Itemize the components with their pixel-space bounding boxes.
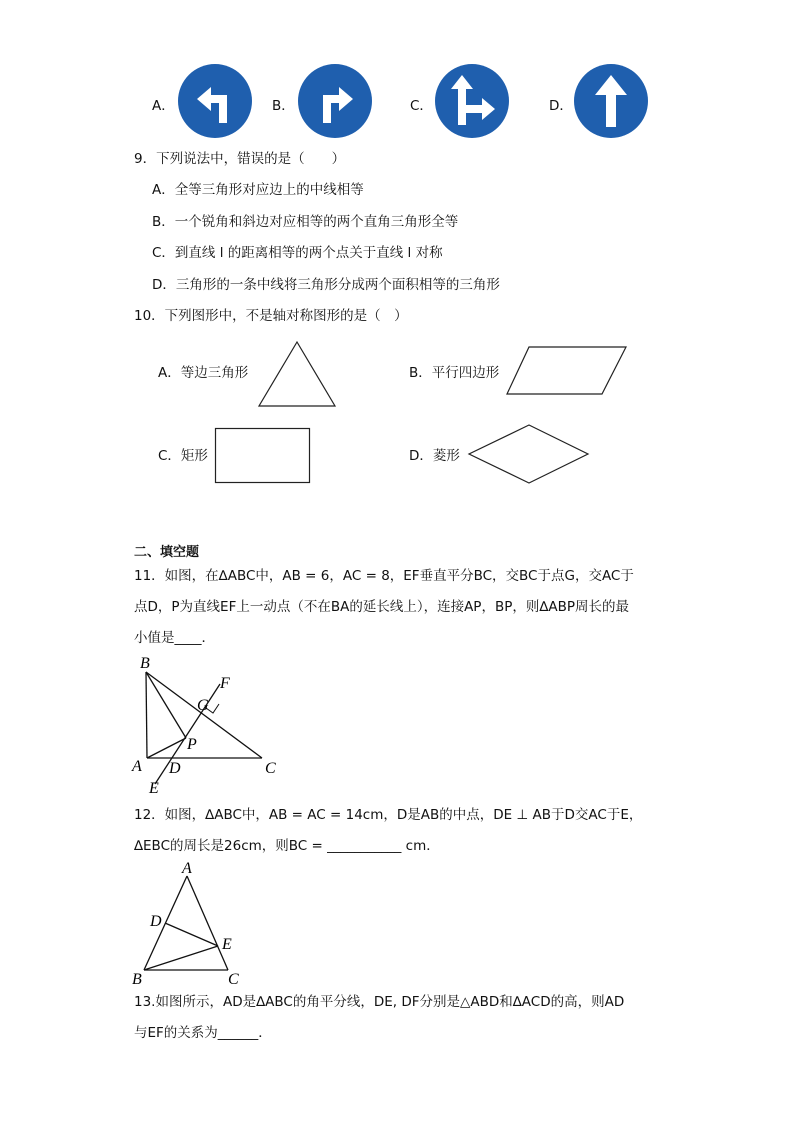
q9-option-c: C．到直线 l 的距离相等的两个点关于直线 l 对称	[152, 245, 443, 261]
q11-label-a: A	[132, 758, 142, 775]
q11-label-f: F	[220, 675, 230, 692]
rhombus-figure	[467, 423, 591, 487]
turn-right-sign-icon	[297, 63, 373, 139]
q10-option-b-label: B．平行四边形	[409, 365, 500, 381]
q10-stem: 10．下列图形中，不是轴对称图形的是（ ）	[134, 308, 408, 324]
q10-option-c-label: C．矩形	[158, 448, 208, 464]
q11-label-p: P	[187, 736, 197, 753]
straight-sign-icon	[573, 63, 649, 139]
q9-stem: 9．下列说法中，错误的是（ ）	[134, 151, 346, 167]
rectangle-figure	[214, 427, 312, 485]
straight-or-right-sign-icon	[434, 63, 510, 139]
q12-line1: 12．如图，∆ABC中，AB = AC = 14cm，D是AB的中点，DE ⊥ AB于D交AC于E，	[134, 807, 643, 823]
parallelogram-figure	[505, 345, 631, 397]
q11-label-e: E	[149, 780, 159, 797]
q9-option-b: B．一个锐角和斜边对应相等的两个直角三角形全等	[152, 214, 459, 230]
q9-option-d: D．三角形的一条中线将三角形分成两个面积相等的三角形	[152, 277, 500, 293]
section-title: 二、填空题	[134, 545, 200, 560]
q11-label-c: C	[265, 760, 276, 777]
q10-option-a-label: A．等边三角形	[158, 365, 249, 381]
q8-option-d-letter: D．	[549, 98, 573, 114]
q11-line1: 11．如图，在∆ABC中，AB = 6，AC = 8，EF垂直平分BC，交BC于点G，交AC于	[134, 568, 634, 584]
q11-label-g: G	[197, 697, 209, 714]
q12-label-d: D	[150, 913, 162, 930]
q11-line3: 小值是____．	[134, 630, 215, 646]
q12-label-a: A	[182, 860, 192, 877]
q12-label-c: C	[228, 971, 239, 988]
q9-option-a: A．全等三角形对应边上的中线相等	[152, 182, 364, 198]
equilateral-triangle-figure	[255, 340, 339, 410]
turn-left-sign-icon	[177, 63, 253, 139]
q8-option-c-letter: C．	[410, 98, 433, 114]
q8-option-b-letter: B．	[272, 98, 295, 114]
q11-label-d: D	[169, 760, 181, 777]
q12-line2: ∆EBC的周长是26cm，则BC = ___________ cm．	[134, 838, 440, 854]
q13-line1: 13.如图所示，AD是∆ABC的角平分线，DE, DF分别是△ABD和∆ACD的高，则AD	[134, 994, 625, 1010]
q11-figure	[130, 652, 290, 797]
q13-line2: 与EF的关系为______．	[134, 1025, 272, 1041]
q11-label-b: B	[140, 655, 150, 672]
q12-label-e: E	[222, 936, 232, 953]
q12-label-b: B	[132, 971, 142, 988]
q8-option-a-letter: A．	[152, 98, 175, 114]
q12-figure	[130, 860, 250, 988]
q11-line2: 点D，P为直线EF上一动点（不在BA的延长线上），连接AP，BP，则∆ABP周长的最	[134, 599, 630, 615]
q10-option-d-label: D．菱形	[409, 448, 460, 464]
